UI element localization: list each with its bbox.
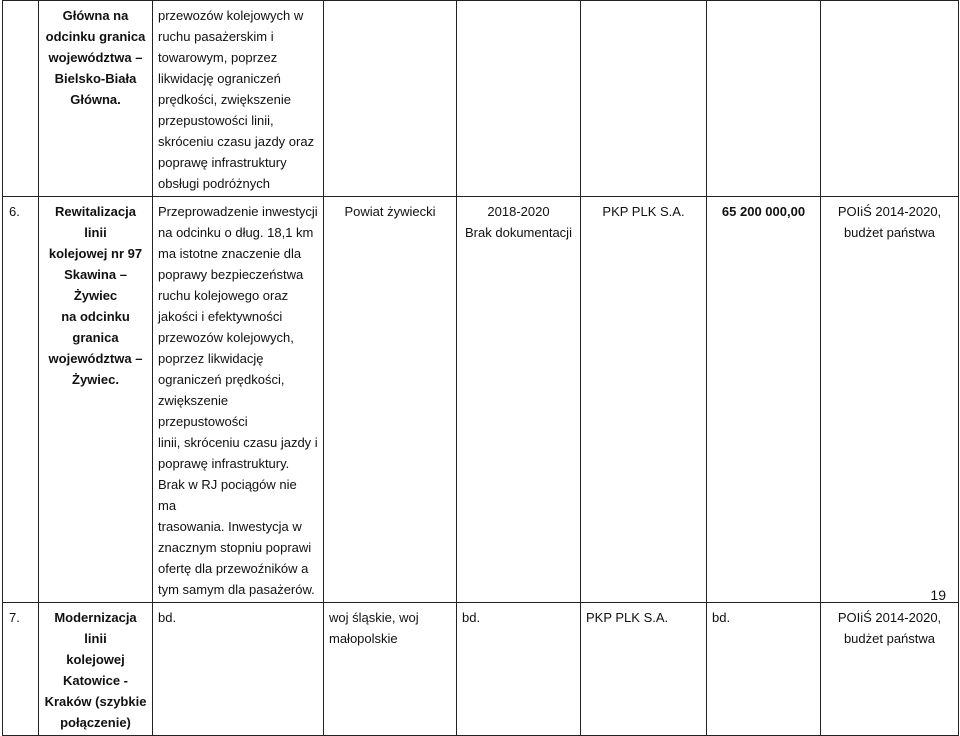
description-line: poprawę infrastruktury xyxy=(158,155,287,170)
description-line: poprzez likwidację xyxy=(158,351,264,366)
description-line: towarowym, poprzez xyxy=(158,50,278,65)
name-line: województwa – xyxy=(48,50,143,65)
description-line: Brak w RJ pociągów nie ma xyxy=(158,477,297,513)
name-line: odcinku granica xyxy=(45,29,146,44)
description-line: poprawę infrastruktury. xyxy=(158,456,290,471)
project-period xyxy=(457,1,581,197)
project-description xyxy=(153,603,324,736)
table-row xyxy=(3,197,959,603)
project-period xyxy=(457,197,581,603)
description-line: ruchu pasażerskim i xyxy=(158,29,274,44)
period-line: Brak dokumentacji xyxy=(465,225,572,240)
period-line: 2018-2020 xyxy=(487,204,550,219)
description-line: ofertę dla przewoźników a xyxy=(158,561,309,576)
funding-source xyxy=(821,197,959,603)
name-line: na odcinku xyxy=(61,309,130,324)
name-line: połączenie) xyxy=(60,715,131,730)
name-line: Katowice - xyxy=(62,673,128,688)
table-row xyxy=(3,603,959,736)
name-line: granica xyxy=(72,330,119,345)
description-line: tym samym dla pasażerów. xyxy=(158,582,315,597)
description-line: skróceniu czasu jazdy oraz xyxy=(158,134,315,149)
source-line: budżet państwa xyxy=(843,631,936,646)
description-line: ruchu kolejowego oraz xyxy=(158,288,289,303)
name-line: Główna. xyxy=(70,92,121,107)
project-description xyxy=(153,1,324,197)
name-line: Główna na xyxy=(62,8,129,23)
project-name xyxy=(39,603,153,736)
project-amount: 65 200 000,00 xyxy=(707,197,821,603)
description-line: znacznym stopniu poprawi xyxy=(158,540,312,555)
description-line: ograniczeń prędkości, xyxy=(158,372,285,387)
name-line: Skawina – Żywiec xyxy=(64,267,127,303)
name-line: kolejowej nr 97 xyxy=(48,246,143,261)
project-amount: bd. xyxy=(707,603,821,736)
description-line: na odcinku o dług. 18,1 km xyxy=(158,225,314,240)
name-line: województwa – xyxy=(48,351,143,366)
description-line: bd. xyxy=(158,610,177,625)
period-line: bd. xyxy=(462,610,481,625)
description-line: przewozów kolejowych, xyxy=(158,330,294,345)
location-line: małopolskie xyxy=(329,631,398,646)
row-number: 7. xyxy=(3,603,39,736)
location-line: Powiat żywiecki xyxy=(344,204,436,219)
investment-table xyxy=(2,0,959,736)
source-line: POIiŚ 2014-2020, xyxy=(837,204,942,219)
description-line: trasowania. Inwestycja w xyxy=(158,519,302,534)
location-line: woj śląskie, woj xyxy=(329,610,419,625)
page-number: 19 xyxy=(930,587,946,603)
project-executor: PKP PLK S.A. xyxy=(581,197,707,603)
project-description xyxy=(153,197,324,603)
description-line: likwidację ograniczeń xyxy=(158,71,281,86)
description-line: zwiększenie przepustowości xyxy=(158,393,248,429)
description-line: prędkości, zwiększenie xyxy=(158,92,291,107)
project-period xyxy=(457,603,581,736)
description-line: przepustowości linii, xyxy=(158,113,274,128)
name-line: kolejowej xyxy=(66,652,125,667)
funding-source xyxy=(821,1,959,197)
description-line: przewozów kolejowych w xyxy=(158,8,304,23)
project-location xyxy=(324,603,457,736)
row-number: 6. xyxy=(3,197,39,603)
name-line: Żywiec. xyxy=(72,372,119,387)
name-line: Kraków (szybkie xyxy=(44,694,147,709)
description-line: poprawy bezpieczeństwa xyxy=(158,267,304,282)
description-line: jakości i efektywności xyxy=(158,309,283,324)
table-row xyxy=(3,1,959,197)
description-line: Przeprowadzenie inwestycji xyxy=(158,204,318,219)
source-line: POIiŚ 2014-2020, xyxy=(837,610,942,625)
row-number xyxy=(3,1,39,197)
project-location xyxy=(324,197,457,603)
description-line: obsługi podróżnych xyxy=(158,176,271,191)
project-name xyxy=(39,1,153,197)
description-line: ma istotne znaczenie dla xyxy=(158,246,302,261)
name-line: Modernizacja linii xyxy=(54,610,137,646)
project-executor xyxy=(581,1,707,197)
name-line: Rewitalizacja linii xyxy=(55,204,136,240)
funding-source xyxy=(821,603,959,736)
name-line: Bielsko-Biała xyxy=(54,71,137,86)
project-name xyxy=(39,197,153,603)
project-executor: PKP PLK S.A. xyxy=(581,603,707,736)
project-amount xyxy=(707,1,821,197)
description-line: linii, skróceniu czasu jazdy i xyxy=(158,435,318,450)
project-location xyxy=(324,1,457,197)
source-line: budżet państwa xyxy=(843,225,936,240)
